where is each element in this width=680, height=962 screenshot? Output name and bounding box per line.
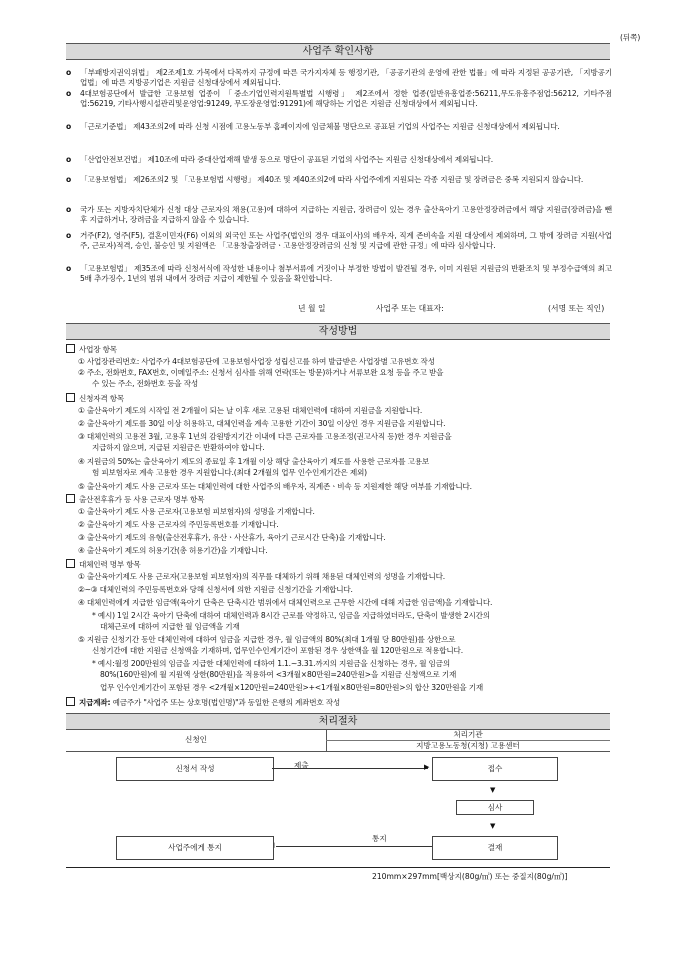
checkbox-icon	[66, 393, 75, 402]
bullet-icon: o	[66, 205, 72, 214]
confirmation-item	[66, 122, 612, 132]
step-notify-employer: 사업주에게 통지	[116, 836, 274, 860]
page-side-label: (뒤쪽)	[620, 33, 641, 42]
section-title-instructions: 작성방법	[66, 323, 610, 340]
section-title-process: 처리절차	[66, 713, 610, 730]
instr-line: ⑤ 출산육아기 제도 사용 근로자 또는 대체인력에 대한 사업주의 배우자, 직계존ㆍ비속 등 지원제한 해당 여부를 기재합니다.	[78, 482, 472, 491]
applicant-column-label: 신청인	[184, 735, 207, 744]
step-receive: 접수	[432, 757, 558, 781]
bullet-icon: o	[66, 89, 72, 98]
instr-line: 80%(160만원)에 월 지원액 상한(80만원)을 적용하여 <3개월×80만원=240만원>을 지원금 신청액으로 기재	[100, 670, 457, 679]
instr-line: ① 사업장관리번호: 사업주가 4대보험공단에 고용보험사업장 성립신고를 하여 발급받은 사업장별 고유번호 작성	[78, 357, 435, 366]
confirmation-item	[66, 264, 612, 284]
confirmation-item	[66, 68, 612, 88]
notify-label: 통지	[372, 834, 387, 843]
confirmation-item-text: 「부패방지권익위법」 제2조제1호 가목에서 다목까지 규정에 따른 국가지자체 등 행정기관, 「공공기관의 운영에 관한 법률」에 따라 지정된 공공기관, 「지방공기업법」에 따른 지방공기업은 지원금 신청대상에서 제외됩니다.	[80, 68, 612, 88]
instr-line: ②~③ 대체인력의 주민등록번호와 당해 신청서에 의한 지원금 신청기간을 기재합니다.	[78, 585, 353, 594]
instr-line: ④ 대체인력에게 지급한 임금액(육아기 단축은 단축시간 범위에서 대체인력으로 근무한 시간에 대해 지급한 임금액)을 기재합니다.	[78, 598, 493, 607]
checkbox-icon	[66, 559, 75, 568]
checkbox-icon	[66, 697, 75, 706]
instr-heading-substitute-list: 대체인력 명부 항목	[66, 559, 141, 570]
bullet-icon: o	[66, 231, 72, 240]
instr-line: ② 출산육아기 제도를 30일 이상 허용하고, 대체인력을 계속 고용한 기간이 30일 이상인 경우 지원금을 지원합니다.	[78, 419, 446, 428]
confirmation-item-text: 「고용보험법」 제35조에 따라 신청서식에 작성한 내용이나 첨부서류에 거짓이나 부정한 방법이 발견될 경우, 이미 지원된 지원금의 반환조치 및 부정수급액의 최고 5배 추가징수, 1년의 범위 내에서 장려금 지급이 제한될 수 있음을 확인합니다.	[80, 264, 612, 284]
confirmation-item	[66, 205, 612, 225]
process-header-row	[66, 729, 610, 752]
step-review: 심사	[456, 800, 534, 815]
confirmation-item-text: 「고용보험법」 제26조의2 및 「고용보험법 시행령」 제40조 및 제40조의2에 따라 사업주에게 지원되는 각종 지원금 및 장려금은 중복 지원되지 않습니다.	[80, 175, 584, 184]
confirmation-item	[66, 231, 612, 251]
signature-date: 년 월 일	[298, 304, 326, 313]
checkbox-icon	[66, 344, 75, 353]
agency-column-label: 처리기관	[326, 729, 610, 741]
instr-heading-worker-list: 출산전후휴가 등 사용 근로자 명부 항목	[66, 494, 204, 505]
signature-hint: (서명 또는 직인)	[548, 304, 605, 313]
instr-line: 수 있는 주소, 전화번호 등을 작성	[92, 379, 199, 388]
confirmation-item-text: 거주(F2), 영주(F5), 결혼이민자(F6) 이외의 외국인 또는 사업주(법인의 경우 대표이사)의 배우자, 직계 존비속을 지원 대상에서 제외하며, 그 밖에 장려금 지원(사업주, 근로자)적격, 승인, 불승인 및 지원액은 「고용창출장려금ㆍ고용안정장려금의 신청 및 지급에 관한 규정」에 따라 심사합니다.	[80, 231, 612, 251]
footer-rule	[66, 867, 610, 868]
instr-line: 지급하지 않으며, 지급된 지원금은 반환하여야 합니다.	[92, 443, 265, 452]
bullet-icon: o	[66, 155, 72, 164]
confirmation-item-text: 국가 또는 지방자치단체가 신청 대상 근로자의 채용(고용)에 대하여 지급하는 지원금, 장려금이 있는 경우 출산육아기 고용안정장려금에서 해당 지원금(장려금)을 뺀 후 지급하거나, 장려금을 지급하지 않을 수 있습니다.	[80, 205, 612, 225]
step-write-application: 신청서 작성	[116, 757, 274, 781]
submit-label: 제출	[294, 761, 309, 770]
instr-heading-eligibility: 신청자격 항목	[66, 393, 124, 404]
confirmation-item-text: 「근로기준법」 제43조의2에 따라 신청 시점에 고용노동부 홈페이지에 임금체불 명단으로 공표된 기업의 사업주는 지원금 신청대상에서 제외됩니다.	[80, 122, 560, 131]
confirmation-item-text: 「산업안전보건법」 제10조에 따라 중대산업재해 발생 등으로 명단이 공표된 기업의 사업주는 지원금 신청대상에서 제외됩니다.	[80, 155, 493, 164]
instr-line: ② 주소, 전화번호, FAX번호, 이메일주소: 신청서 심사를 위해 연락(또는 방문)하거나 서류보완 요청 등을 주고 받을	[78, 368, 444, 377]
arrow-right-icon: ▶	[424, 763, 430, 771]
paper-spec: 210mm×297mm[백상지(80g/㎡) 또는 중질지(80g/㎡)]	[372, 872, 568, 881]
instr-line: ⑤ 지원금 신청기간 동안 대체인력에 대하여 임금을 지급한 경우, 월 임금액의 80%(최대 1개월 당 80만원)를 상한으로	[78, 635, 456, 644]
instr-line: 업무 인수인계기간이 포함된 경우 <2개월×120만원=240만원>+<1개월×80만원=80만원>의 합산 320만원을 기재	[100, 683, 484, 692]
bullet-icon: o	[66, 175, 72, 184]
instr-line: ③ 대체인력의 고용전 3월, 고용후 1년의 감원방지기간 이내에 다른 근로자를 고용조정(권고사직 등)한 경우 지원금을	[78, 432, 452, 441]
instr-line: ④ 지원금의 50%는 출산육아기 제도의 종료일 후 1개월 이상 해당 출산육아기 제도를 사용한 근로자를 고용보	[78, 457, 430, 466]
instr-line: * 예시) 1일 2시간 육아기 단축에 대하여 대체인력과 8시간 근로를 약정하고, 임금을 지급하였더라도, 단축이 발생한 2시간의	[92, 611, 490, 620]
instr-line: ① 출산육아기 제도 사용 근로자(고용보험 피보험자)의 성명을 기재합니다.	[78, 507, 315, 516]
arrow-down-icon: ▼	[490, 822, 496, 830]
checkbox-icon	[66, 494, 75, 503]
instr-line: ① 출산육아기제도 사용 근로자(고용보험 피보험자)의 직무를 대체하기 위해 채용된 대체인력의 성명을 기재합니다.	[78, 572, 445, 581]
confirmation-item	[66, 89, 612, 109]
bullet-icon: o	[66, 264, 72, 273]
instr-line: 대체근로에 대하여 지급한 월 임금액을 기재	[100, 622, 240, 631]
instr-line: 신청기간에 대한 지원금 신청액을 기재하며, 업무인수인계기간이 포함된 경우 상한액을 월 120만원으로 적용합니다.	[92, 646, 463, 655]
signature-label: 사업주 또는 대표자:	[376, 304, 444, 313]
instr-line: ④ 출산육아기 제도의 허용기간(총 허용기간)을 기재합니다.	[78, 546, 268, 555]
instr-line: 험 피보험자로 계속 고용한 경우 지원합니다.(최대 2개월의 업무 인수인계기간은 제외)	[92, 468, 367, 477]
instr-heading-workplace: 사업장 항목	[66, 344, 117, 355]
bullet-icon: o	[66, 68, 72, 77]
connector-line	[272, 768, 428, 769]
agency-name-label: 지방고용노동청(지청) 고용센터	[416, 741, 520, 750]
confirmation-item	[66, 175, 612, 185]
instr-line: ③ 출산육아기 제도의 유형(출산전후휴가, 유산ㆍ사산휴가, 육아기 근로시간 단축)을 기재합니다.	[78, 533, 386, 542]
bullet-icon: o	[66, 122, 72, 131]
instr-line: * 예시:월정 200만원의 임금을 지급한 대체인력에 대하여 1.1.~3.31.까지의 지원금을 신청하는 경우, 월 임금의	[92, 659, 450, 668]
instr-line: ② 출산육아기 제도 사용 근로자의 주민등록번호를 기재합니다.	[78, 520, 279, 529]
instr-line: ① 출산육아기 제도의 시작일 전 2개월이 되는 날 이후 새로 고용된 대체인력에 대하여 지원금을 지원합니다.	[78, 406, 423, 415]
connector-line	[276, 846, 432, 847]
section-title-confirmation: 사업주 확인사항	[66, 43, 610, 60]
step-decide: 결재	[432, 836, 558, 860]
arrow-down-icon: ▼	[490, 786, 496, 794]
instr-heading-account: 지급계좌: 예금주가 "사업주 또는 상호명(법인명)"과 동일한 은행의 계좌번호 작성	[66, 697, 340, 708]
confirmation-item-text: 4대보험공단에서 발급한 고용보험 업종이 「중소기업인력지원특별법 시행령」 제2조에서 정한 업종(일반유흥업종:56211,무도유흥주점업:56212, 기타주점업:56219, 기타사행시설관리및운영업:91249, 무도장운영업:91291)에 해당하는 기업은 지원금 신청대상에서 제외됩니다.	[80, 89, 612, 109]
confirmation-item	[66, 155, 612, 165]
